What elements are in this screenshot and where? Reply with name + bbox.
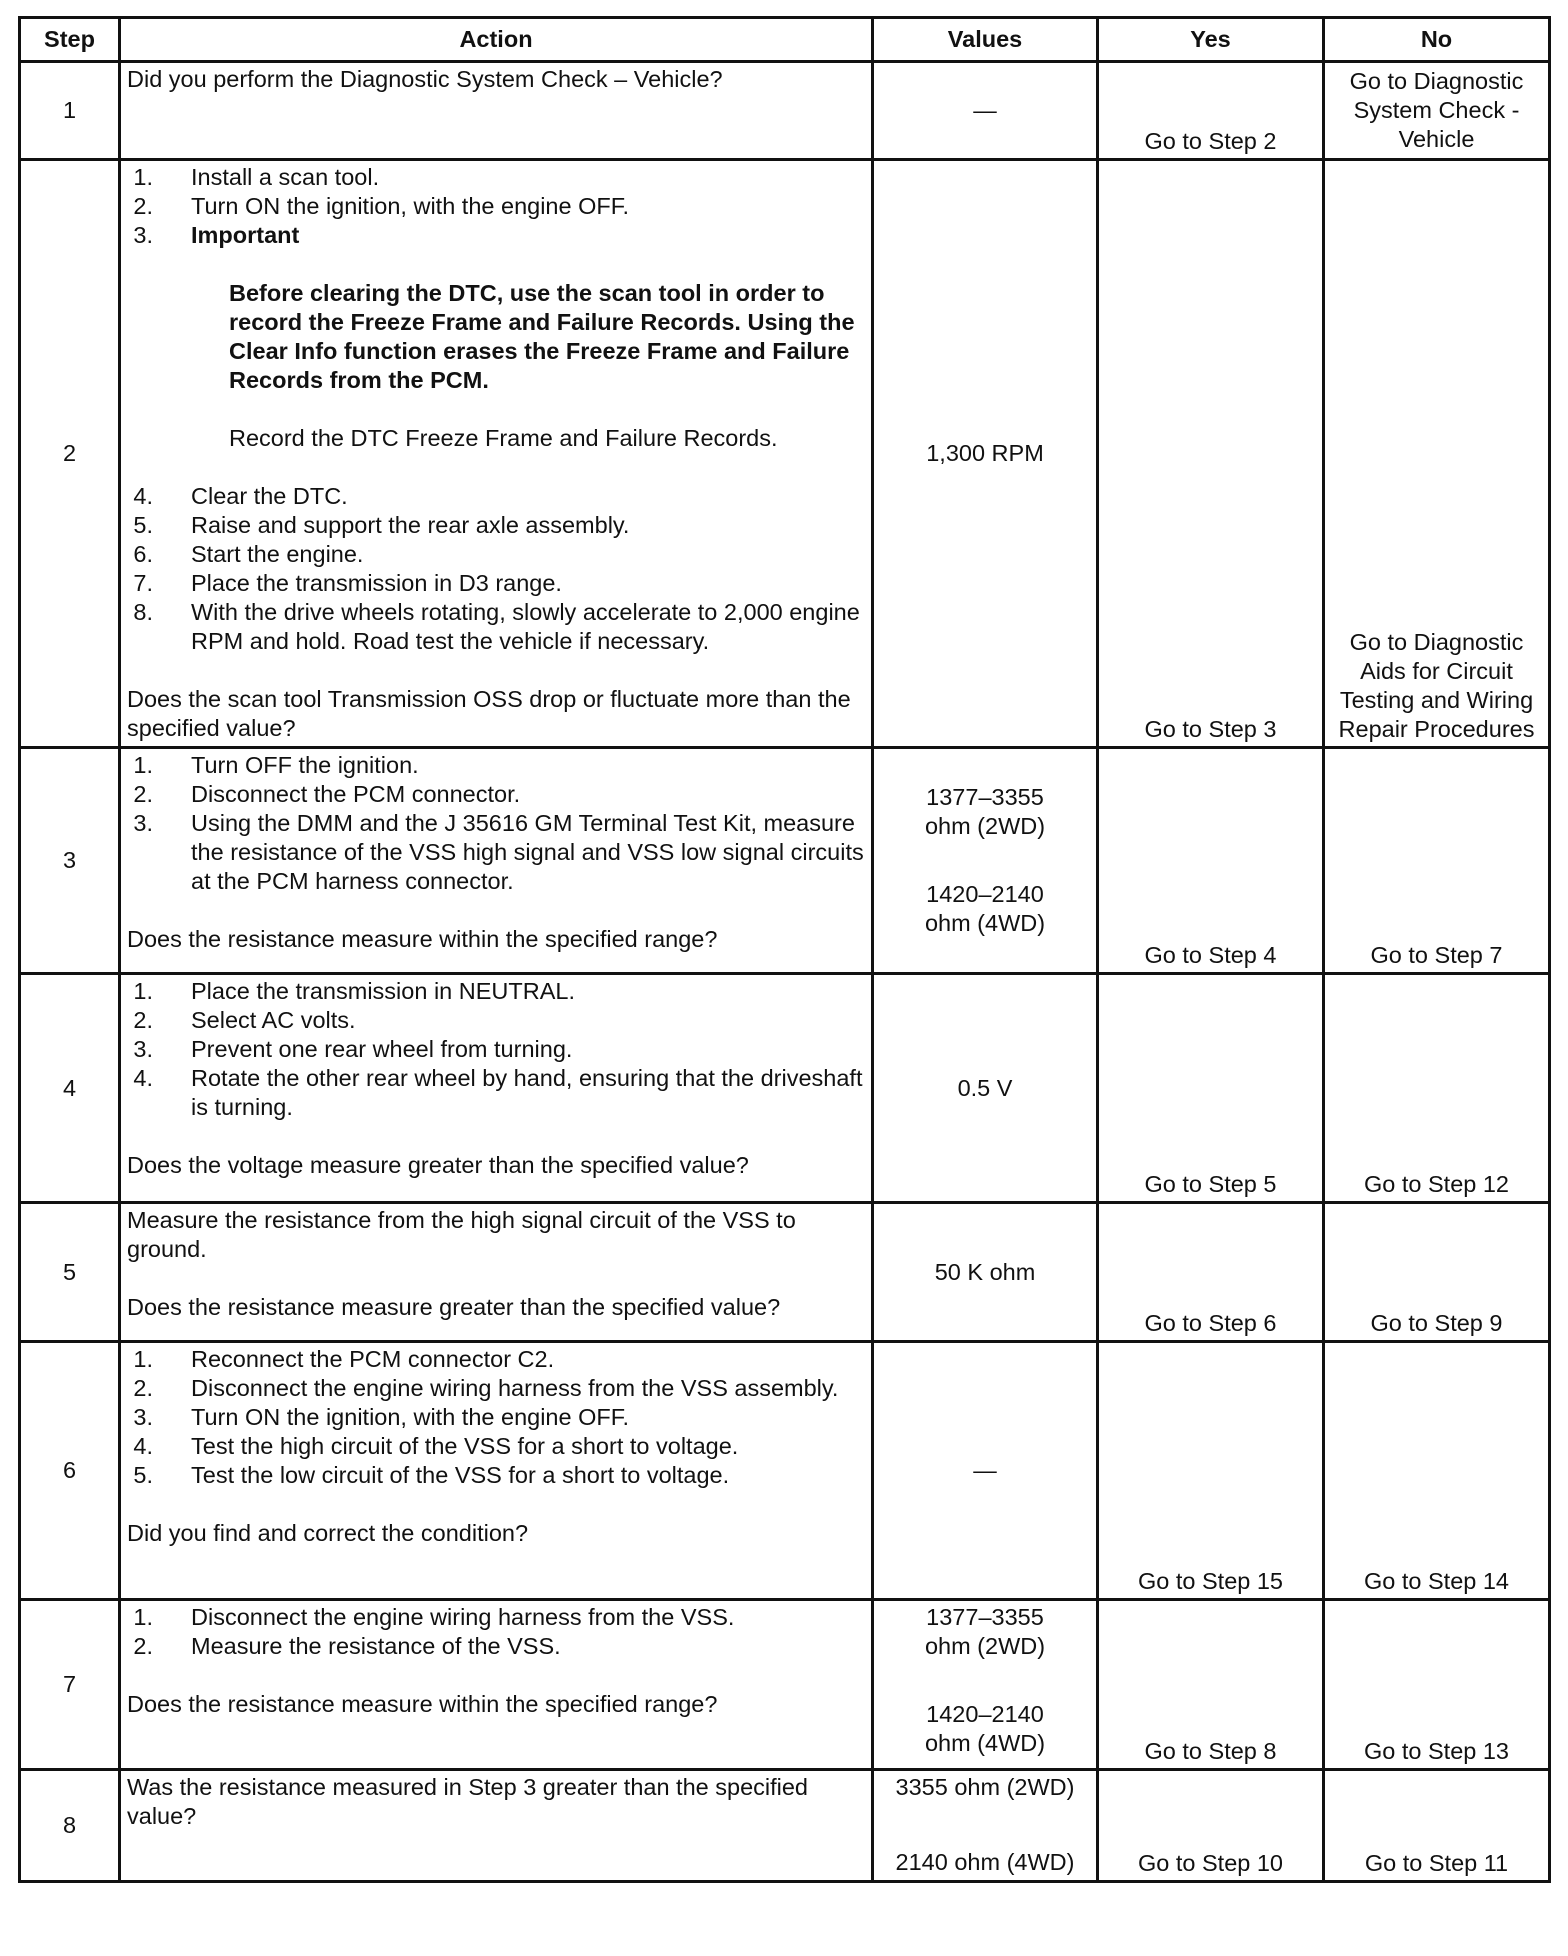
list-item: 3. Important [133,222,300,248]
value-4wd: 1420–2140 ohm (4WD) [924,1701,1046,1756]
table-row [20,62,1550,160]
question-text: Does the scan tool Transmission OSS drop or fluctuate more than the specified value? [127,686,851,741]
header-values: Values [873,18,1098,62]
action-cell [120,160,873,748]
action-cell [120,1600,873,1770]
list-item: 1. Install a scan tool. [133,164,380,190]
action-cell [120,1203,873,1342]
step-number: 7 [20,1600,120,1770]
action-cell [120,748,873,974]
no-link[interactable]: Go to Step 9 [1324,1203,1550,1342]
list-item: 1. Reconnect the PCM connector C2. [133,1346,555,1372]
yes-link[interactable]: Go to Step 15 [1098,1342,1324,1600]
values-cell [873,1770,1098,1882]
no-link[interactable]: Go to Step 14 [1324,1342,1550,1600]
step-number: 2 [20,160,120,748]
no-link[interactable]: Go to Step 12 [1324,974,1550,1203]
values-cell: — [873,62,1098,160]
value-4wd: 2140 ohm (4WD) [895,1849,1075,1875]
yes-link[interactable]: Go to Step 4 [1098,748,1324,974]
question-text: Does the resistance measure within the specified range? [127,926,718,952]
action-text: Did you perform the Diagnostic System Check – Vehicle? [120,62,873,160]
list-item: 4. Rotate the other rear wheel by hand, ensuring that the driveshaft is turning. [133,1065,863,1120]
list-item: 2. Select AC volts. [133,1007,356,1033]
yes-link[interactable]: Go to Step 2 [1098,62,1324,160]
step-number: 5 [20,1203,120,1342]
header-step: Step [20,18,120,62]
header-yes: Yes [1098,18,1324,62]
values-cell: 0.5 V [873,974,1098,1203]
no-link[interactable]: Go to Step 13 [1324,1600,1550,1770]
list-item: 5. Raise and support the rear axle assembly. [133,512,630,538]
list-item: 1. Disconnect the engine wiring harness from the VSS. [133,1604,735,1630]
table-row [20,1600,1550,1770]
yes-link[interactable]: Go to Step 6 [1098,1203,1324,1342]
list-item: 2. Turn ON the ignition, with the engine OFF. [133,193,630,219]
question-text: Does the resistance measure greater than the specified value? [127,1294,781,1320]
values-cell: 50 K ohm [873,1203,1098,1342]
table-row [20,1342,1550,1600]
no-link[interactable]: Go to Step 7 [1324,748,1550,974]
table-row [20,160,1550,748]
list-item: 4. Clear the DTC. [133,483,348,509]
diagnostic-table [18,16,1551,1883]
substep-list [127,977,865,1122]
list-item: 3. Turn ON the ignition, with the engine OFF. [133,1404,630,1430]
action-cell [120,1342,873,1600]
important-note: Before clearing the DTC, use the scan tool in order to record the Freeze Frame and Failure Records. Using the Clear Info function erases the Freeze Frame and Failure Records from the PCM. [229,280,855,393]
list-item: 2. Disconnect the engine wiring harness from the VSS assembly. [133,1375,839,1401]
values-cell [873,748,1098,974]
step-number: 6 [20,1342,120,1600]
step-number: 8 [20,1770,120,1882]
substep-list [127,1603,865,1661]
yes-link[interactable]: Go to Step 5 [1098,974,1324,1203]
value-4wd: 1420–2140 ohm (4WD) [924,881,1046,936]
header-row [20,18,1550,62]
values-cell: — [873,1342,1098,1600]
step-number: 1 [20,62,120,160]
value-2wd: 3355 ohm (2WD) [895,1774,1075,1800]
no-link[interactable]: Go to Step 11 [1324,1770,1550,1882]
question-text: Does the voltage measure greater than the specified value? [127,1152,749,1178]
list-item: 5. Test the low circuit of the VSS for a short to voltage. [133,1462,730,1488]
action-text: Was the resistance measured in Step 3 greater than the specified value? [120,1770,873,1882]
question-text: Did you find and correct the condition? [127,1520,529,1546]
list-item: 2. Disconnect the PCM connector. [133,781,521,807]
step-number: 3 [20,748,120,974]
yes-link[interactable]: Go to Step 3 [1098,160,1324,748]
question-text: Does the resistance measure within the specified range? [127,1691,718,1717]
yes-link[interactable]: Go to Step 10 [1098,1770,1324,1882]
no-link[interactable]: Go to Diagnostic System Check - Vehicle [1324,62,1550,160]
table-row [20,1203,1550,1342]
list-item: 3. Prevent one rear wheel from turning. [133,1036,573,1062]
values-cell [873,1600,1098,1770]
value-2wd: 1377–3355 ohm (2WD) [924,1604,1046,1659]
yes-link[interactable]: Go to Step 8 [1098,1600,1324,1770]
table-row [20,1770,1550,1882]
list-item: 1. Place the transmission in NEUTRAL. [133,978,575,1004]
record-note: Record the DTC Freeze Frame and Failure Records. [229,425,778,451]
list-item: 7. Place the transmission in D3 range. [133,570,562,596]
list-item: 4. Test the high circuit of the VSS for a short to voltage. [133,1433,739,1459]
list-item: 6. Start the engine. [133,541,364,567]
list-item: 3. Using the DMM and the J 35616 GM Terminal Test Kit, measure the resistance of the VSS high signal and VSS low signal circuits at the PCM harness connector. [133,810,864,894]
substep-list [127,751,865,896]
no-link[interactable]: Go to Diagnostic Aids for Circuit Testing and Wiring Repair Procedures [1324,160,1550,748]
list-item: 8. With the drive wheels rotating, slowly accelerate to 2,000 engine RPM and hold. Road test the vehicle if necessary. [133,599,860,654]
header-action: Action [120,18,873,62]
substep-list [127,482,865,656]
header-no: No [1324,18,1550,62]
value-2wd: 1377–3355 ohm (2WD) [924,784,1046,839]
step-number: 4 [20,974,120,1203]
list-item: 2. Measure the resistance of the VSS. [133,1633,561,1659]
substep-list [127,163,865,250]
action-cell [120,974,873,1203]
lead-text: Measure the resistance from the high signal circuit of the VSS to ground. [127,1207,796,1262]
values-cell: 1,300 RPM [873,160,1098,748]
substep-list [127,1345,865,1490]
table-row [20,974,1550,1203]
table-row [20,748,1550,974]
list-item: 1. Turn OFF the ignition. [133,752,419,778]
